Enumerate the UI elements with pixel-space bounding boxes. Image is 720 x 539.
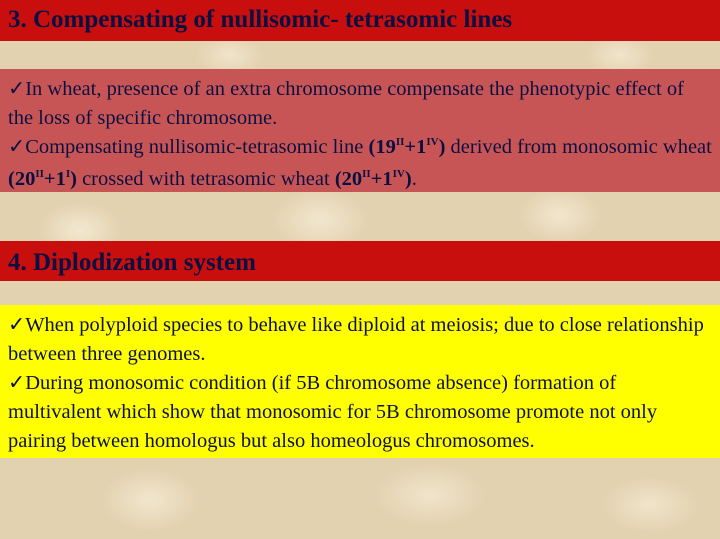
bullet-text: .	[411, 168, 417, 190]
checkmark-icon: ✓	[8, 314, 26, 336]
bullet-text: During monosomic condition (if 5B chromosome absence) formation of multivalent which show that monosomic for 5B chromosome promote not only pairing between homologus but also homeologus chromosomes.	[8, 372, 658, 452]
formula-nullisomic-tetrasomic: $(19^{II}+1^{IV})$	[368, 136, 446, 158]
section-3-content-box	[0, 69, 720, 192]
checkmark-icon: ✓	[8, 78, 26, 100]
checkmark-icon: ✓	[8, 372, 26, 394]
bullet-text: Compensating nullisomic-tetrasomic line	[25, 136, 369, 158]
checkmark-icon: ✓	[8, 136, 26, 158]
formula-tetrasomic: $(20^{II}+1^{IV})$	[334, 168, 412, 190]
bullet-text: crossed with tetrasomic wheat	[76, 168, 335, 190]
formula-monosomic: $(20^{II}+1^I)$	[8, 168, 77, 190]
section-3-bullet-2	[8, 133, 714, 197]
bullet-text: When polyploid species to behave like diploid at meiosis; due to close relationship between three genomes.	[8, 314, 704, 365]
section-3-bullet-1	[8, 75, 714, 133]
section-4-bullet-2	[8, 369, 714, 456]
section-3-title: 3. Compensating of nullisomic- tetrasomic lines	[0, 0, 720, 41]
bullet-text: In wheat, presence of an extra chromosome compensate the phenotypic effect of the loss of specific chromosome.	[8, 78, 684, 129]
bullet-text: derived from monosomic wheat	[445, 136, 712, 158]
section-4-content-box	[0, 305, 720, 458]
section-4-bullet-1	[8, 311, 714, 369]
section-4-title: 4. Diplodization system	[0, 241, 720, 281]
